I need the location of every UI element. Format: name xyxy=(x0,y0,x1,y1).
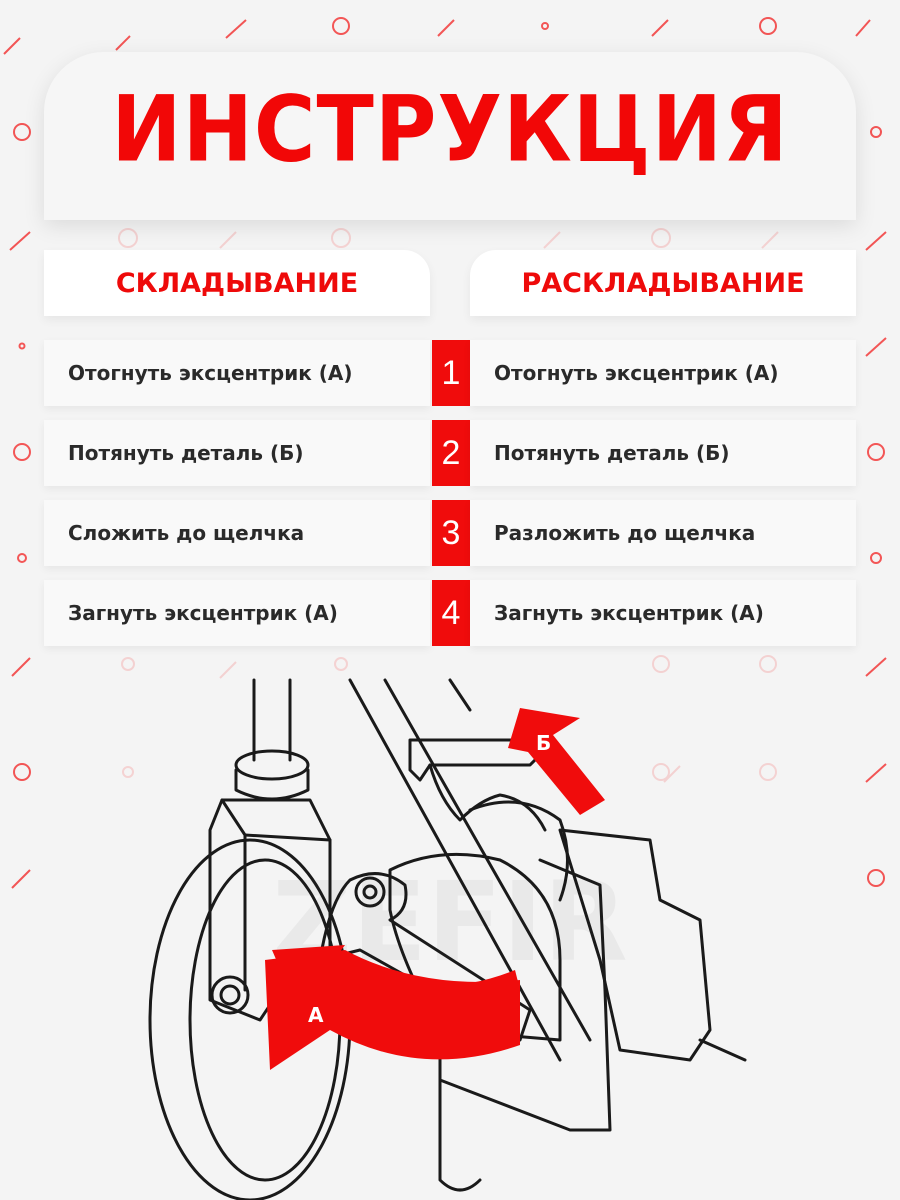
unfolding-header: РАСКЛАДЫВАНИЕ xyxy=(470,250,856,316)
folding-header: СКЛАДЫВАНИЕ xyxy=(44,250,430,316)
folding-step-1: Отогнуть эксцентрик (А) xyxy=(44,340,430,406)
step-number-4: 4 xyxy=(432,580,470,646)
unfolding-step-3: Разложить до щелчка xyxy=(470,500,856,566)
folding-mechanism-illustration xyxy=(0,660,900,1200)
step-number-3: 3 xyxy=(432,500,470,566)
folding-step-2: Потянуть деталь (Б) xyxy=(44,420,430,486)
unfolding-step-1: Отогнуть эксцентрик (А) xyxy=(470,340,856,406)
page-title: ИНСТРУКЦИЯ xyxy=(111,76,789,182)
label-b: Б xyxy=(536,731,552,755)
step-number-1: 1 xyxy=(432,340,470,406)
unfolding-step-2: Потянуть деталь (Б) xyxy=(470,420,856,486)
unfolding-step-4: Загнуть эксцентрик (А) xyxy=(470,580,856,646)
arrow-b-icon xyxy=(508,708,605,815)
folding-step-3: Сложить до щелчка xyxy=(44,500,430,566)
label-a: А xyxy=(308,1003,324,1027)
folding-step-4: Загнуть эксцентрик (А) xyxy=(44,580,430,646)
step-number-2: 2 xyxy=(432,420,470,486)
